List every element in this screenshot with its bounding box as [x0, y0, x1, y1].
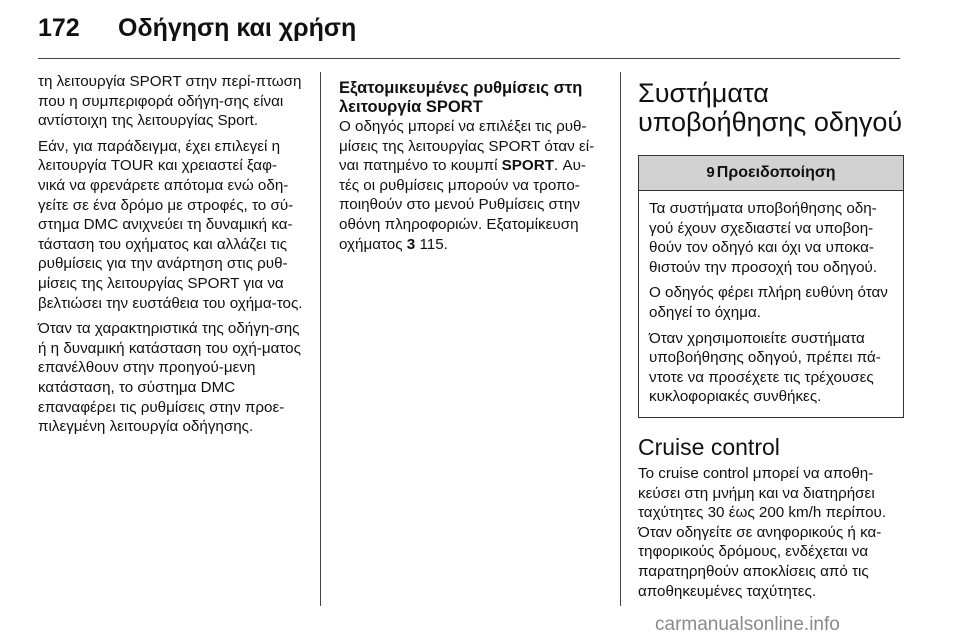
- running-title: Οδήγηση και χρήση: [118, 14, 357, 42]
- page-reference-icon: 3: [406, 235, 416, 253]
- sport-button-label: SPORT: [501, 157, 554, 175]
- warning-paragraph: Τα συστήματα υποβοήθησης οδη-γού έχουν σχεδιαστεί να υποβοη-θούν τον οδηγό και όχι να υποκα-θιστούν την προσοχή του οδηγού.: [649, 200, 878, 276]
- paragraph: [339, 117, 601, 254]
- page-reference: 115.: [415, 235, 448, 253]
- warning-box: [638, 155, 904, 418]
- section-heading-cruise-control: Cruise control: [638, 433, 780, 460]
- column-left: [38, 72, 304, 443]
- warning-header: [639, 156, 903, 191]
- column-middle: [339, 79, 601, 260]
- paragraph-text: . Αυ-τές οι ρυθμίσεις μπορούν να τροπο-ποιηθούν στο μενού Ρυθμίσεις στην οθόνη πληροφοριών. Εξατομίκευση οχήματος: [339, 157, 586, 253]
- warning-paragraph: Ο οδηγός φέρει πλήρη ευθύνη όταν οδηγεί το όχημα.: [649, 284, 888, 321]
- column-divider: [620, 72, 621, 606]
- warning-triangle-icon: 9: [706, 164, 715, 181]
- paragraph: Εάν, για παράδειγμα, έχει επιλεγεί η λειτουργία TOUR και χρειαστεί ξαφ-νικά να φρενάρετε απότομα ενώ οδη-γείτε σε ένα δρόμο με στροφές, το σύ-στημα DMC ανιχνεύει τη δυναμική κα-τάσταση του οχήματος και αλλάζει τις ρυθμίσεις για την ανάρτηση στις ρυθ-μίσεις της λειτουργίας SPORT για να βελτιώσει την ευστάθεια του οχήμα-τος.: [38, 137, 303, 312]
- section-subheading: Εξατομικευμένες ρυθμίσεις στη λειτουργία SPORT: [339, 79, 583, 116]
- column-right: [638, 79, 904, 607]
- header-rule: [38, 58, 900, 59]
- paragraph-text: Ο οδηγός μπορεί να επιλέξει τις ρυθ-μίσεις της λειτουργίας SPORT όταν εί-ναι πατημένο το κουμπί: [339, 118, 595, 175]
- warning-paragraph: Όταν χρησιμοποιείτε συστήματα υποβοήθησης οδηγού, πρέπει πά-ντοτε να προσέχετε τις τρέχουσες κυκλοφοριακές συνθήκες.: [649, 329, 881, 406]
- paragraph: τη λειτουργία SPORT στην περί-πτωση που η συμπεριφορά οδήγη-σης είναι αντίστοιχη της λειτουργίας Sport.: [38, 73, 302, 130]
- warning-body: [639, 191, 903, 417]
- watermark: carmanualsonline.info: [655, 614, 840, 635]
- section-heading: Συστήματα υποβοήθησης οδηγού: [638, 78, 903, 137]
- paragraph: Όταν τα χαρακτηριστικά της οδήγη-σης ή η δυναμική κατάσταση του οχή-ματος επανέλθουν στην προηγού-μενη κατάσταση, το σύστημα DMC επαναφέρει τις ρυθμίσεις στην προε-πιλεγμένη λειτουργία οδήγησης.: [38, 320, 301, 436]
- column-divider: [320, 72, 321, 606]
- paragraph: Το cruise control μπορεί να αποθη-κεύσει στη μνήμη και να διατηρήσει ταχύτητες 30 έως 200 km/h περίπου. Όταν οδηγείτε σε ανηφορικούς ή κα-τηφορικούς δρόμους, ενδέχεται να παρατηρηθούν αποκλίσεις από τις αποθηκευμένες ταχύτητες.: [638, 464, 887, 600]
- warning-title: Προειδοποίηση: [716, 164, 836, 181]
- page-number: 172: [38, 14, 80, 42]
